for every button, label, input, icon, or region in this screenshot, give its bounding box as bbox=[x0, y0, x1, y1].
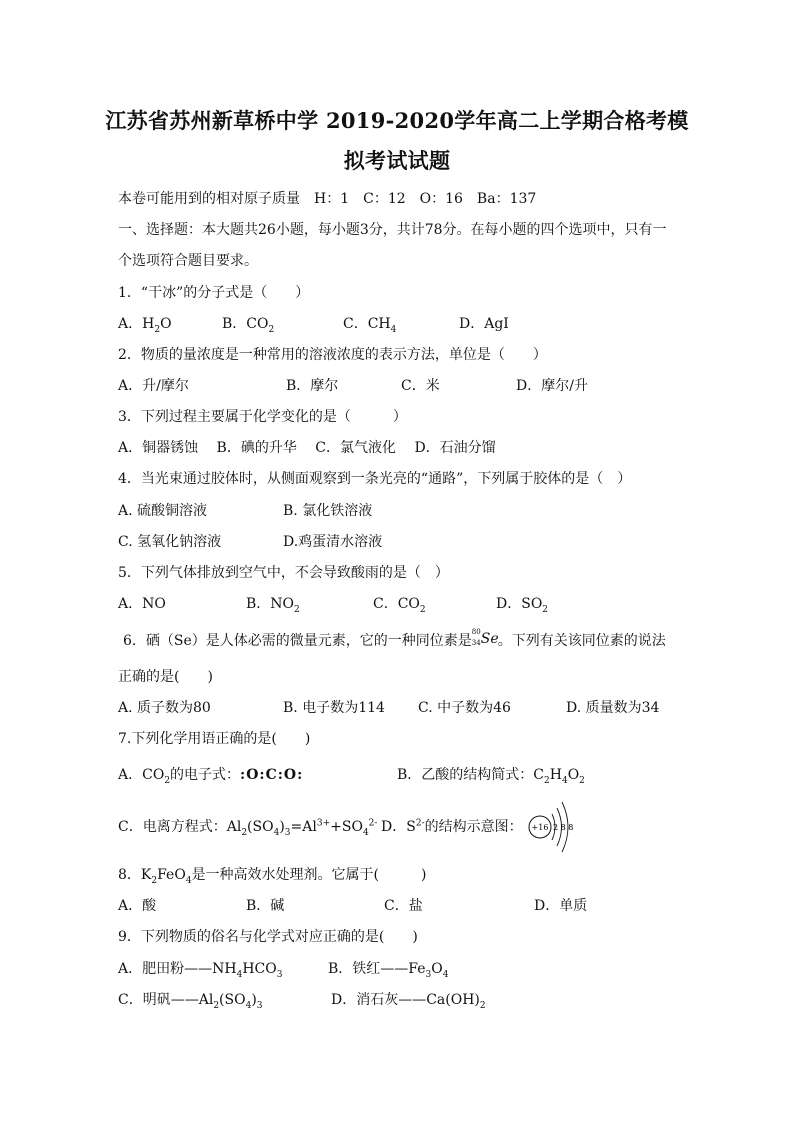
q7-c-mid3: =Al bbox=[290, 819, 317, 835]
q9-d-sub: 2 bbox=[479, 1000, 486, 1011]
question-4-stem: 4．当光束通过胶体时，从侧面观察到一条光亮的“通路”，下列属于胶体的是（ ） bbox=[118, 471, 632, 487]
co2-electron-formula: :O:C:O: bbox=[240, 767, 304, 783]
q7-d-sup: 2- bbox=[415, 818, 425, 829]
q8-stem-post: 是一种高效水处理剂。它属于( ) bbox=[191, 867, 427, 883]
q6-option-a: A. 质子数为80 bbox=[118, 700, 211, 716]
question-5-stem: 5．下列气体排放到空气中，不会导致酸雨的是（ ） bbox=[118, 565, 449, 581]
q9-option-b bbox=[328, 958, 448, 978]
q2-option-b: B．摩尔 bbox=[286, 378, 339, 394]
q6-option-c: C. 中子数为46 bbox=[418, 700, 511, 716]
q2-option-c: C．米 bbox=[401, 378, 440, 394]
isotope-symbol: Se bbox=[480, 631, 499, 647]
q5-option-b bbox=[246, 593, 300, 613]
q7-d-post: 的结构示意图： bbox=[424, 819, 523, 835]
q9-c-sub1: 2 bbox=[213, 1000, 220, 1011]
q9-d-text: D．消石灰——Ca(OH) bbox=[331, 992, 480, 1008]
q8-stem-sub1: 2 bbox=[151, 875, 158, 886]
question-2-stem: 2．物质的量浓度是一种常用的溶液浓度的表示方法，单位是（ ） bbox=[118, 347, 547, 363]
q9-a-text: A．肥田粉——NH bbox=[118, 961, 237, 977]
q5-b-text: B．NO bbox=[246, 596, 295, 612]
q1-b-text: B．CO bbox=[222, 316, 269, 332]
q8-option-b: B．碱 bbox=[246, 898, 285, 914]
q9-c-sub3: 3 bbox=[256, 1000, 263, 1011]
q7-a-sub: 2 bbox=[164, 775, 171, 786]
q1-a-sub: 2 bbox=[154, 324, 161, 335]
isotope-mass-number: 80 bbox=[471, 628, 481, 636]
q7-b-sub1: 2 bbox=[544, 775, 550, 786]
q6-stem-post: 。下列有关该同位素的说法 bbox=[497, 633, 666, 649]
q7-c-sub1: 2 bbox=[241, 827, 248, 838]
q1-option-b bbox=[222, 313, 274, 333]
q3-options: A．铜器锈蚀 B．碘的升华 C．氯气液化 D．石油分馏 bbox=[118, 440, 496, 456]
section-instruction-1: 一、选择题：本大题共26小题，每小题3分，共计78分。在每小题的四个选项中，只有一 bbox=[118, 222, 667, 238]
q7-option-a bbox=[118, 764, 303, 784]
section-instruction-2: 个选项符合题目要求。 bbox=[118, 253, 258, 269]
question-1-stem: 1．“干冰”的分子式是（ ） bbox=[118, 285, 310, 301]
q7-option-c bbox=[118, 816, 377, 836]
q7-option-b bbox=[397, 764, 585, 784]
electron-counts: 2 8 8 bbox=[553, 823, 574, 832]
q1-option-a bbox=[118, 313, 172, 333]
q7-b-text: B．乙酸的结构简式：C bbox=[397, 767, 544, 783]
q8-option-d: D．单质 bbox=[534, 898, 588, 914]
q7-b-mid1: H bbox=[549, 767, 562, 783]
q7-c-text: C．电离方程式：Al bbox=[118, 819, 242, 835]
q1-option-d: D．AgI bbox=[459, 316, 509, 332]
q9-c-sub2: 4 bbox=[245, 1000, 252, 1011]
q7-c-sub4: 4 bbox=[362, 827, 369, 838]
question-9-stem: 9．下列物质的俗名与化学式对应正确的是( ) bbox=[118, 929, 418, 945]
q2-option-d: D．摩尔/升 bbox=[516, 378, 588, 394]
q8-stem-pre: 8．K bbox=[118, 867, 152, 883]
q8-stem-mid: FeO bbox=[157, 867, 186, 883]
q9-c-post: ) bbox=[251, 992, 257, 1008]
q1-a-text: A．H bbox=[118, 316, 155, 332]
q9-option-a bbox=[118, 958, 282, 978]
q7-b-sub2: 4 bbox=[561, 775, 568, 786]
q9-a-sub1: 4 bbox=[236, 969, 243, 980]
q9-b-sub2: 4 bbox=[442, 969, 449, 980]
q7-b-mid2: O bbox=[567, 767, 580, 783]
q8-stem-sub2: 4 bbox=[185, 875, 192, 886]
q1-c-sub: 4 bbox=[390, 324, 397, 335]
q2-option-a: A．升/摩尔 bbox=[118, 378, 189, 394]
q7-d-text: D．S bbox=[381, 819, 416, 835]
question-8-stem bbox=[118, 864, 427, 884]
q5-c-text: C．CO bbox=[373, 596, 420, 612]
q9-b-mid: O bbox=[431, 961, 443, 977]
q1-a-post: O bbox=[160, 316, 172, 332]
q7-c-sub2: 4 bbox=[273, 827, 280, 838]
question-3-stem: 3．下列过程主要属于化学变化的是（ ） bbox=[118, 409, 407, 425]
q4-option-d: D.鸡蛋清水溶液 bbox=[283, 534, 383, 550]
nucleus-charge: +16 bbox=[531, 823, 549, 832]
q5-d-text: D．SO bbox=[496, 596, 543, 612]
q5-b-sub: 2 bbox=[294, 604, 300, 615]
q9-option-c bbox=[118, 989, 263, 1009]
q9-b-sub1: 3 bbox=[425, 969, 432, 980]
question-6-stem bbox=[123, 630, 666, 650]
q7-c-sup2: 2- bbox=[368, 818, 378, 829]
q5-option-a: A．NO bbox=[118, 596, 166, 612]
q6-stem-pre: 6．硒（Se）是人体必需的微量元素，它的一种同位素是 bbox=[123, 633, 472, 649]
q7-b-sub3: 2 bbox=[579, 775, 585, 786]
q9-b-text: B．铁红——Fe bbox=[328, 961, 426, 977]
q9-option-d bbox=[331, 989, 486, 1009]
selenium-isotope-symbol bbox=[471, 628, 499, 647]
q7-c-mid1: (SO bbox=[247, 819, 274, 835]
q8-option-a: A．酸 bbox=[118, 898, 157, 914]
q7-c-mid4: +SO bbox=[330, 819, 363, 835]
atomic-masses: 本卷可能用到的相对原子质量 H：1 C：12 O：16 Ba：137 bbox=[118, 191, 537, 207]
q9-a-mid: HCO bbox=[242, 961, 277, 977]
q5-option-d bbox=[496, 593, 548, 613]
question-7-stem: 7.下列化学用语正确的是( ) bbox=[118, 731, 311, 747]
q5-d-sub: 2 bbox=[542, 604, 549, 615]
page-title-line1: 江苏省苏州新草桥中学 2019-2020学年高二上学期合格考模 bbox=[105, 108, 689, 133]
q8-option-c: C．盐 bbox=[384, 898, 423, 914]
q5-c-sub: 2 bbox=[419, 604, 426, 615]
q7-c-sup1: 3+ bbox=[316, 818, 331, 829]
q7-a-post: 的电子式： bbox=[170, 767, 241, 783]
q9-c-text: C．明矾——Al bbox=[118, 992, 214, 1008]
q1-c-text: C．CH bbox=[343, 316, 391, 332]
q7-c-sub3: 3 bbox=[284, 827, 291, 838]
isotope-atomic-number: 34 bbox=[471, 639, 481, 647]
q4-option-b: B. 氯化铁溶液 bbox=[283, 503, 373, 519]
q6-option-d: D. 质量数为34 bbox=[566, 700, 660, 716]
q4-option-a: A. 硫酸铜溶液 bbox=[118, 503, 208, 519]
q1-b-sub: 2 bbox=[268, 324, 275, 335]
q1-option-c bbox=[343, 313, 396, 333]
q4-option-c: C. 氢氧化钠溶液 bbox=[118, 534, 222, 550]
q6-option-b: B. 电子数为114 bbox=[283, 700, 385, 716]
q5-option-c bbox=[373, 593, 426, 613]
sulfide-ion-structure-diagram bbox=[500, 796, 580, 856]
page-title-line2: 拟考试试题 bbox=[343, 148, 451, 173]
q7-a-text: A．CO bbox=[118, 767, 165, 783]
question-6-stem-line2: 正确的是( ) bbox=[118, 669, 213, 685]
q9-c-mid: (SO bbox=[219, 992, 246, 1008]
q9-a-sub2: 3 bbox=[276, 969, 283, 980]
q7-c-mid2: ) bbox=[279, 819, 285, 835]
